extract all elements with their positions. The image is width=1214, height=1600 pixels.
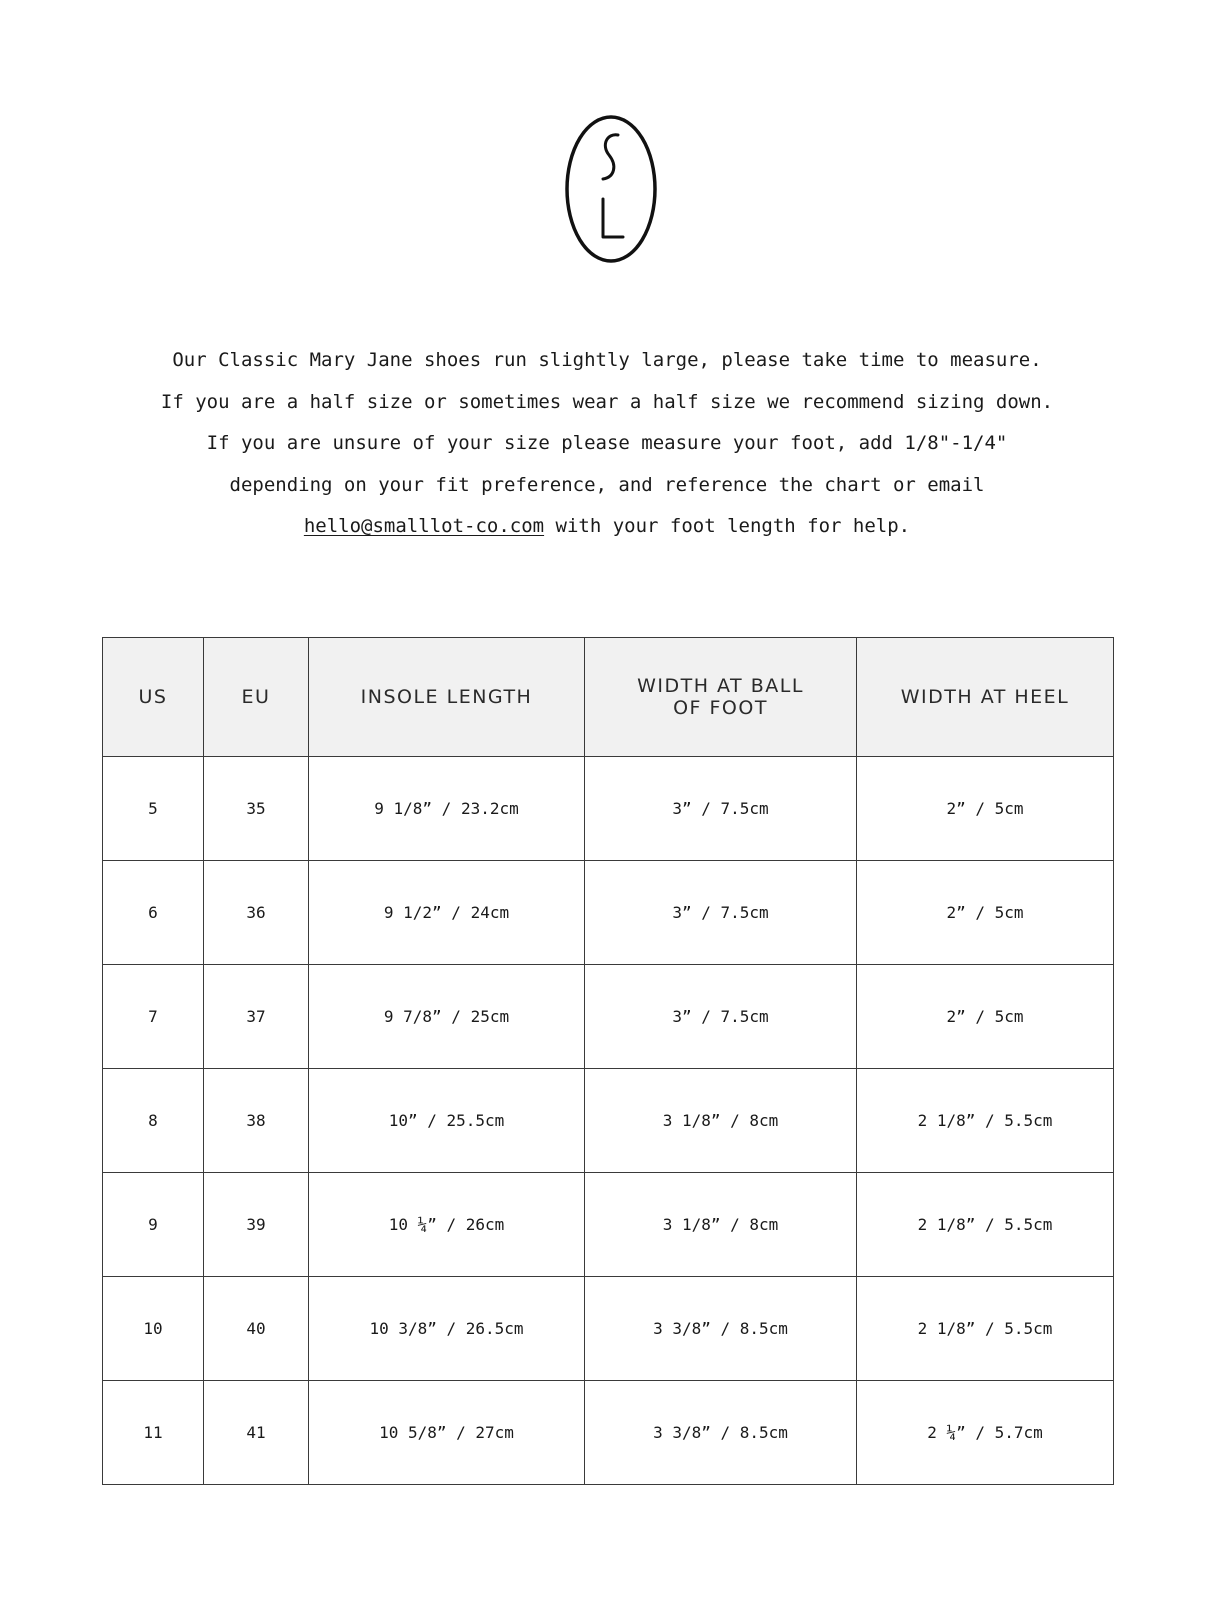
cell-ball: 3” / 7.5cm [585,861,857,965]
intro-line-5 [0,506,1214,548]
table-row [103,1381,1114,1485]
email-link[interactable]: hello@smalllot-co.com [303,515,545,537]
sl-monogram-icon [563,113,659,265]
cell-us: 5 [103,757,204,861]
table-row [103,965,1114,1069]
intro-line-1: Our Classic Mary Jane shoes run slightly large, please take time to measure. [172,349,1042,371]
size-chart-table [102,637,1114,1485]
cell-heel: 2” / 5cm [857,861,1114,965]
intro-line-4: depending on your fit preference, and reference the chart or email [229,473,985,496]
cell-heel: 2 1/8” / 5.5cm [857,1069,1114,1173]
cell-ball: 3” / 7.5cm [585,757,857,861]
cell-insole: 9 1/2” / 24cm [309,861,585,965]
cell-ball: 3 1/8” / 8cm [585,1069,857,1173]
cell-heel: 2 ¼” / 5.7cm [857,1381,1114,1485]
cell-eu: 37 [204,965,309,1069]
cell-eu: 38 [204,1069,309,1173]
cell-heel: 2” / 5cm [857,965,1114,1069]
cell-us: 9 [103,1173,204,1277]
cell-eu: 41 [204,1381,309,1485]
cell-ball: 3 1/8” / 8cm [585,1173,857,1277]
table-row [103,861,1114,965]
cell-eu: 35 [204,757,309,861]
cell-insole: 10 ¼” / 26cm [309,1173,585,1277]
brand-logo [563,113,659,265]
table-row [103,1277,1114,1381]
intro-line-5-rest: with your foot length for help. [544,515,911,537]
cell-insole: 9 1/8” / 23.2cm [309,757,585,861]
cell-heel: 2 1/8” / 5.5cm [857,1277,1114,1381]
table-row [103,1069,1114,1173]
cell-us: 6 [103,861,204,965]
cell-ball: 3” / 7.5cm [585,965,857,1069]
cell-us: 8 [103,1069,204,1173]
header-width-at-ball-label: WIDTH AT BALL OF FOOT [637,675,804,719]
cell-ball: 3 3/8” / 8.5cm [585,1381,857,1485]
intro-line-2: If you are a half size or sometimes wear a half size we recommend sizing down. [160,390,1054,413]
intro-line-3: If you are unsure of your size please measure your foot, add 1/8"-1/4" [206,432,1008,454]
table-row [103,1173,1114,1277]
table-row [103,757,1114,861]
header-us: US [103,638,204,757]
cell-heel: 2 1/8” / 5.5cm [857,1173,1114,1277]
cell-us: 10 [103,1277,204,1381]
cell-insole: 10” / 25.5cm [309,1069,585,1173]
header-width-at-heel: WIDTH AT HEEL [857,638,1114,757]
cell-insole: 9 7/8” / 25cm [309,965,585,1069]
header-width-at-ball [585,638,857,757]
sizing-intro [0,340,1214,548]
table-header-row [103,638,1114,757]
cell-us: 11 [103,1381,204,1485]
cell-eu: 40 [204,1277,309,1381]
cell-us: 7 [103,965,204,1069]
header-insole-length: INSOLE LENGTH [309,638,585,757]
cell-insole: 10 3/8” / 26.5cm [309,1277,585,1381]
cell-eu: 39 [204,1173,309,1277]
header-eu: EU [204,638,309,757]
cell-ball: 3 3/8” / 8.5cm [585,1277,857,1381]
cell-heel: 2” / 5cm [857,757,1114,861]
cell-insole: 10 5/8” / 27cm [309,1381,585,1485]
cell-eu: 36 [204,861,309,965]
